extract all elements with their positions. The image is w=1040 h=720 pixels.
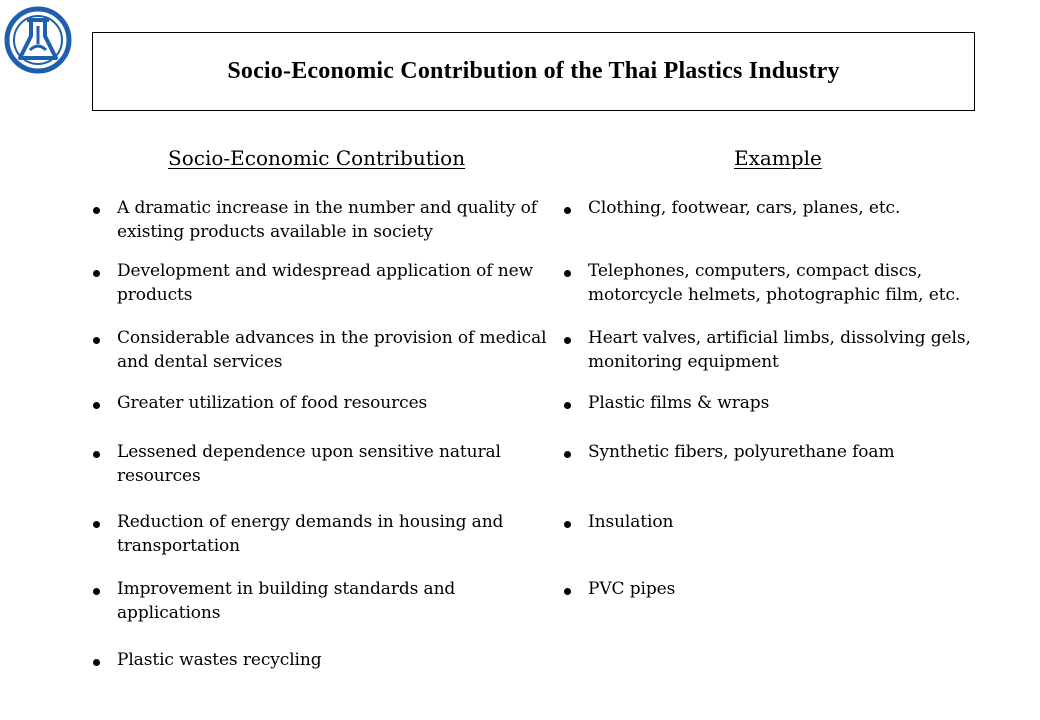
bullet-icon	[93, 521, 100, 528]
contribution-line: existing products available in society	[117, 222, 433, 242]
contribution-text	[117, 577, 557, 625]
example-line: Insulation	[588, 512, 674, 532]
page-title: Socio-Economic Contribution of the Thai Plastics Industry	[227, 58, 840, 84]
example-line: Heart valves, artificial limbs, dissolving gels,	[588, 328, 971, 348]
contribution-line: Improvement in building standards and	[117, 579, 456, 599]
example-text	[588, 440, 998, 464]
example-line: monitoring equipment	[588, 352, 779, 372]
example-text	[588, 391, 998, 415]
bullet-icon	[93, 270, 100, 277]
contribution-text	[117, 391, 557, 415]
contribution-line: Greater utilization of food resources	[117, 393, 428, 413]
contribution-text	[117, 259, 557, 307]
bullet-icon	[93, 659, 100, 666]
bullet-icon	[93, 402, 100, 409]
contribution-line: and dental services	[117, 352, 283, 372]
bullet-icon	[564, 451, 571, 458]
example-line: Synthetic fibers, polyurethane foam	[588, 442, 895, 462]
bullet-icon	[93, 588, 100, 595]
column-header-example: Example	[734, 146, 822, 170]
column-header-contribution: Socio-Economic Contribution	[168, 146, 466, 170]
flask-emblem-icon	[4, 6, 72, 74]
example-line: motorcycle helmets, photographic film, etc.	[588, 285, 961, 305]
example-text	[588, 259, 998, 307]
contribution-line: Considerable advances in the provision of medical	[117, 328, 547, 348]
title-box	[92, 32, 975, 111]
contribution-line: resources	[117, 466, 201, 486]
contribution-text	[117, 326, 557, 374]
example-text	[588, 510, 998, 534]
contribution-line: Reduction of energy demands in housing and	[117, 512, 504, 532]
bullet-icon	[93, 337, 100, 344]
contribution-line: Plastic wastes recycling	[117, 650, 322, 670]
bullet-icon	[93, 207, 100, 214]
bullet-icon	[564, 521, 571, 528]
contribution-text	[117, 440, 557, 488]
contribution-text	[117, 648, 557, 672]
bullet-icon	[564, 588, 571, 595]
logo	[4, 6, 72, 74]
contribution-line: products	[117, 285, 193, 305]
example-text	[588, 326, 998, 374]
example-text	[588, 577, 998, 601]
contribution-line: Lessened dependence upon sensitive natural	[117, 442, 501, 462]
bullet-icon	[564, 402, 571, 409]
example-line: Plastic films & wraps	[588, 393, 770, 413]
bullet-icon	[93, 451, 100, 458]
contribution-line: A dramatic increase in the number and quality of	[117, 198, 537, 218]
contribution-line: applications	[117, 603, 221, 623]
contribution-text	[117, 196, 557, 244]
bullet-icon	[564, 207, 571, 214]
contribution-line: transportation	[117, 536, 241, 556]
example-line: Clothing, footwear, cars, planes, etc.	[588, 198, 901, 218]
example-line: PVC pipes	[588, 579, 676, 599]
example-line: Telephones, computers, compact discs,	[588, 261, 923, 281]
contribution-text	[117, 510, 557, 558]
bullet-icon	[564, 270, 571, 277]
example-text	[588, 196, 998, 220]
bullet-icon	[564, 337, 571, 344]
contribution-line: Development and widespread application of new	[117, 261, 534, 281]
